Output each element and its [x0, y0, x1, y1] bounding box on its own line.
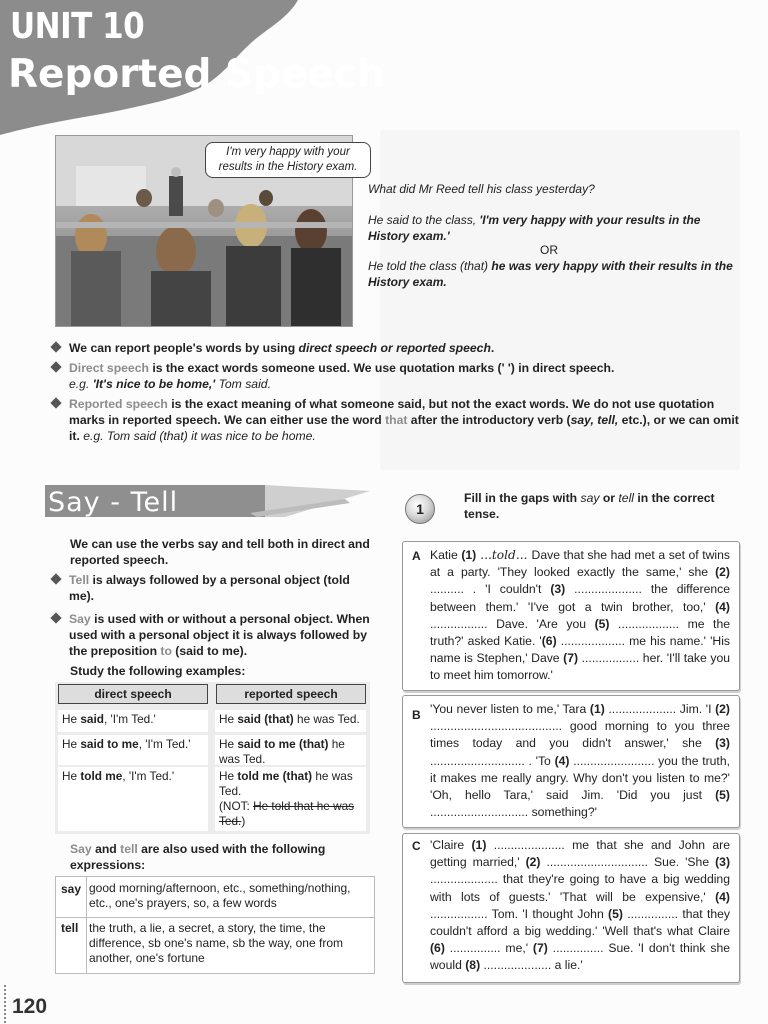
card-letter: C	[412, 839, 421, 853]
page-number: 120	[12, 995, 48, 1018]
intro-direct: He said to the class, 'I'm very happy with your results in the History exam.'	[368, 213, 701, 243]
say-tell-rule: Say is used with or without a personal object. When used with a personal object it is always followed by the preposition to (said to me).	[52, 611, 374, 659]
intro-reported: He told the class (that) he was very happy with their results in the History exam.	[368, 259, 733, 289]
speech-bubble: I'm very happy with your results in the History exam.	[205, 142, 371, 178]
card-letter: B	[412, 708, 421, 722]
table-cell: He told me, 'I'm Ted.'	[58, 767, 208, 831]
expr-value: good morning/afternoon, etc., something/nothing, etc., one's prayers, so, a few words	[89, 881, 351, 910]
say-tell-intro: We can use the verbs say and tell both in direct and reported speech.	[70, 537, 370, 567]
table-cell: He said, 'I'm Ted.'	[58, 710, 208, 732]
page-edge-dots	[4, 985, 6, 1023]
col-header-reported: reported speech	[216, 684, 366, 704]
intro-or: OR	[540, 243, 558, 257]
intro-question: What did Mr Reed tell his class yesterday?	[368, 182, 595, 196]
table-cell: He said to me (that) he was Ted.	[215, 735, 366, 765]
section-title: Say - Tell	[48, 487, 179, 518]
card-text: Katie (1) ...told... Dave that she had met a set of twins at a party. 'They looked exactly the same,' she (2) .......... . 'I couldn't (3) .................... the difference between them.' 'I've got a twin brother, too,' (4) ................. Dave. 'Are you (5) .................. me the truth?' asked Katie. '(6) ................... me his name.' 'His name is Stephen,' Dave (7) ................. her. 'I'll take you to meet him tomorrow.'	[430, 548, 731, 683]
expr-value: the truth, a lie, a secret, a story, the time, the difference, sb one's name, sb the way, one from another, one's fortune	[89, 921, 343, 965]
unit-label: UNIT 10	[10, 6, 145, 48]
exercise-instructions: Fill in the gaps with say or tell in the correct tense.	[464, 491, 715, 521]
col-header-direct: direct speech	[58, 684, 208, 704]
expr-key: tell	[61, 921, 79, 935]
unit-title: Reported Speech	[8, 52, 385, 97]
card-text: 'Claire (1) ..................... me that she and John are getting married,' (2) .............................. Sue. 'She (3) .................... that they're going to have a big wedding with lots of guests.' 'That will be expensive,' (4) ................. Tom. 'I thought John (5) ............... that they couldn't afford a big wedding.' 'Well that's what Claire (6) ............... me,' (7) ............... Sue. 'I don't think she would (8) .................... a lie.'	[430, 838, 731, 973]
also-used-label: Say and tell are also used with the following expressions:	[70, 842, 326, 872]
rule-item: Reported speech is the exact meaning of what someone said, but not the exact words. We do not use quotation marks in reported speech. We can either use the word that after the introductory verb (say, tell, etc.), or we can omit it. e.g. Tom said (that) it was nice to be home.	[52, 396, 742, 444]
table-cell: He said (that) he was Ted.	[215, 710, 366, 732]
table-cell: He told me (that) he was Ted. (NOT: He told that he was Ted.)	[215, 767, 366, 831]
rule-item: We can report people's words by using direct speech or reported speech.	[52, 340, 742, 356]
card-letter: A	[412, 549, 421, 563]
rule-item: Direct speech is the exact words someone used. We use quotation marks (' ') in direct speech. e.g. 'It's nice to be home,' Tom said.	[52, 360, 742, 392]
card-text: 'You never listen to me,' Tara (1) .................... Jim. 'I (2) ....................................... good morning to you three times today and you didn't answer,' she (3) ............................ . 'To (4) ........................ you the truth, it makes me really angry. Why don't you listen to me?' 'Oh, hello Tara,' said Jim. 'Did you just (5) ............................. something?'	[430, 702, 730, 820]
say-tell-rule: Tell is always followed by a personal object (told me).	[52, 572, 374, 604]
exercise-number: 1	[405, 494, 435, 524]
study-label: Study the following examples:	[70, 664, 246, 678]
table-cell: He said to me, 'I'm Ted.'	[58, 735, 208, 765]
expr-key: say	[61, 882, 82, 896]
rules-list	[52, 340, 742, 448]
